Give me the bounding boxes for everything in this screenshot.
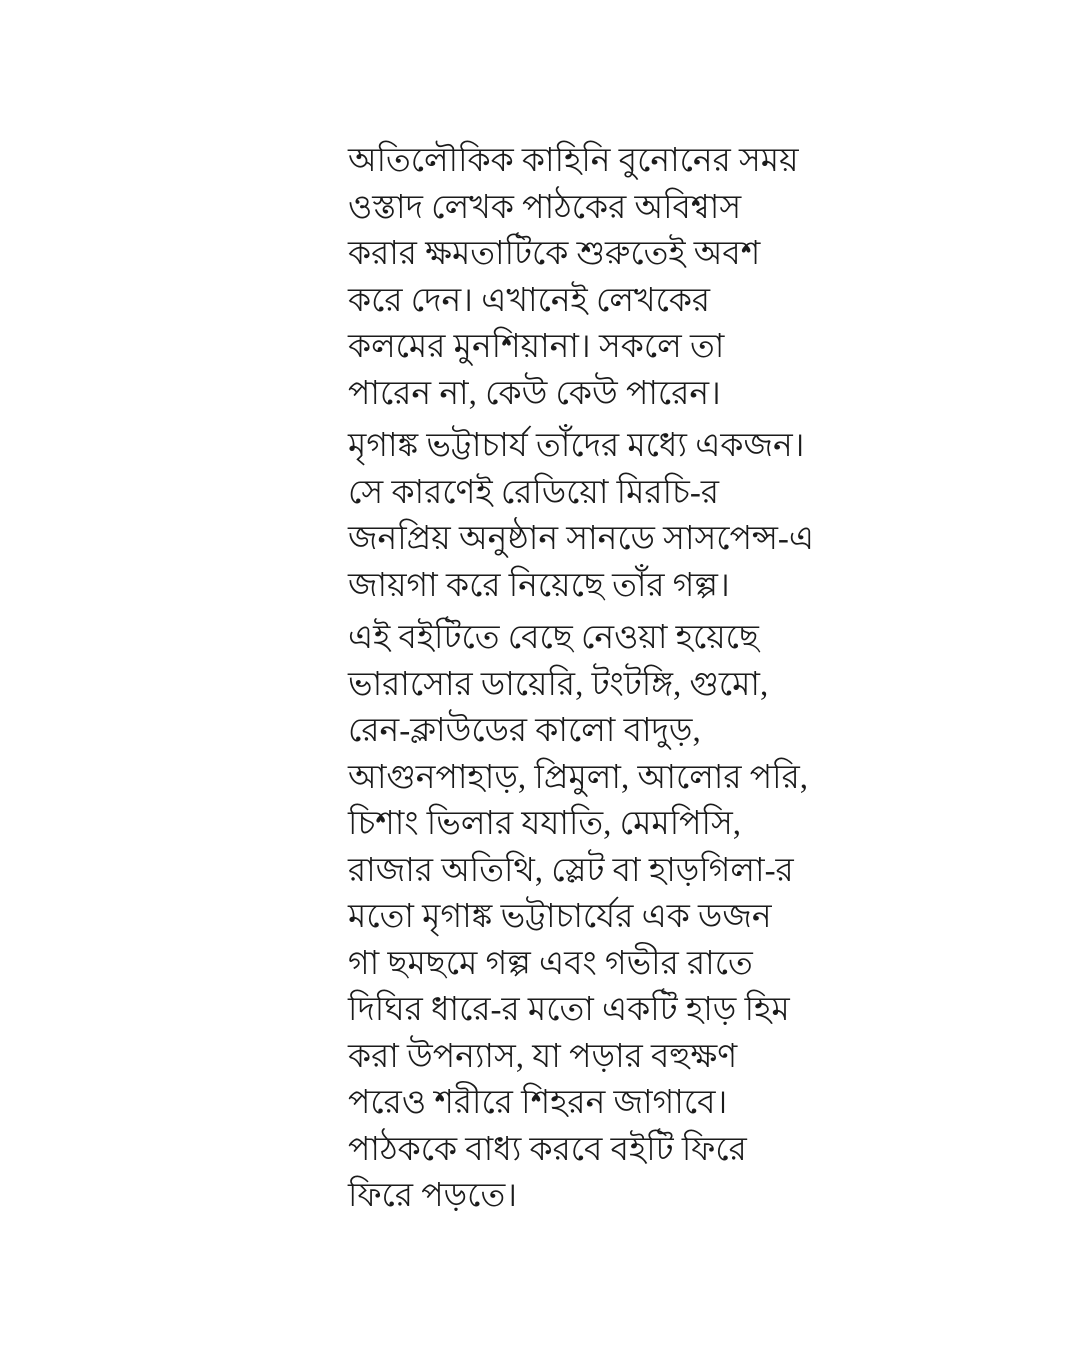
text-line: চিশাং ভিলার যযাতি, মেমপিসি, <box>348 806 742 842</box>
body-text-column <box>348 138 818 1220</box>
text-line: এই বইটিতে বেছে নেওয়া হয়েছে <box>348 620 759 656</box>
text-line: ভারাসোর ডায়েরি, টংটঙ্গি, গুমো, <box>348 666 769 703</box>
text-line: মতো মৃগাঙ্ক ভট্টাচার্যের এক ডজন <box>348 899 772 935</box>
text-line: জায়গা করে নিয়েছে তাঁর গল্প। <box>348 567 730 604</box>
text-line: জনপ্রিয় অনুষ্ঠান সানডে সাসপেন্স-এ <box>348 521 815 557</box>
paragraph <box>348 138 818 417</box>
text-line: করা উপন্যাস, যা পড়ার বহুক্ষণ <box>348 1038 738 1075</box>
paragraph <box>348 423 818 609</box>
text-line: ফিরে পড়তে। <box>348 1178 518 1214</box>
text-line: দিঘির ধারে-র মতো একটি হাড় হিম <box>348 992 790 1028</box>
text-line: পারেন না, কেউ কেউ পারেন। <box>348 375 721 412</box>
text-line: গা ছমছমে গল্প এবং গভীর রাতে <box>348 945 753 982</box>
text-line: পরেও শরীরে শিহরন জাগাবে। <box>348 1085 728 1121</box>
text-line: কলমের মুনশিয়ানা। সকলে তা <box>348 329 725 365</box>
text-line: আগুনপাহাড়, প্রিমুলা, আলোর পরি, <box>348 759 809 796</box>
text-line: করে দেন। এখানেই লেখকের <box>348 282 711 319</box>
paragraph <box>348 615 818 1220</box>
text-line: পাঠককে বাধ্য করবে বইটি ফিরে <box>348 1131 747 1168</box>
text-line: রাজার অতিথি, স্লেট বা হাড়গিলা-র <box>348 852 794 889</box>
text-line: অতিলৌকিক কাহিনি বুনোনের সময় <box>348 143 799 179</box>
text-line: মৃগাঙ্ক ভট্টাচার্য তাঁদের মধ্যে একজন। <box>348 428 805 464</box>
text-line: রেন-ক্লাউডের কালো বাদুড়, <box>348 713 701 749</box>
text-line: করার ক্ষমতাটিকে শুরুতেই অবশ <box>348 236 761 272</box>
text-line: ওস্তাদ লেখক পাঠকের অবিশ্বাস <box>348 189 742 226</box>
text-line: সে কারণেই রেডিয়ো মিরচি-র <box>348 474 719 511</box>
